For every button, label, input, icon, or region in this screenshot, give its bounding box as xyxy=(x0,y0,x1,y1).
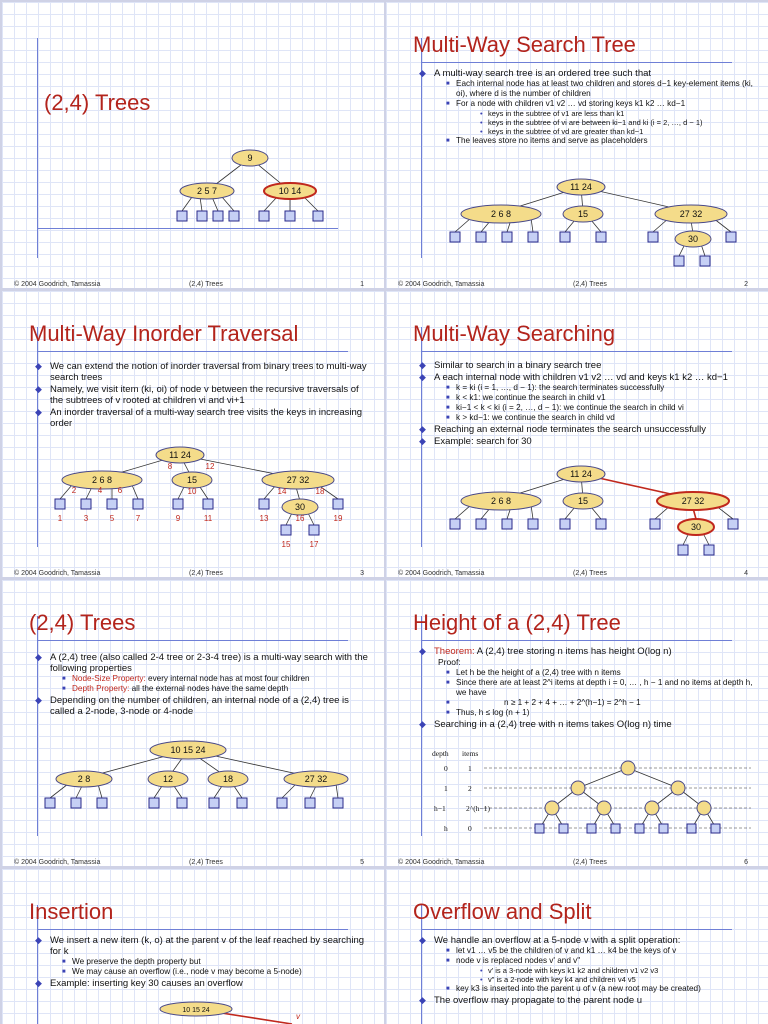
sub-bullet: ■ Node-Size Property: every internal node has at most four children xyxy=(50,674,370,684)
svg-text:10 15 24: 10 15 24 xyxy=(170,745,206,755)
svg-text:27 32: 27 32 xyxy=(286,475,310,485)
svg-text:11 24: 11 24 xyxy=(570,182,592,192)
slide-title: (2,4) Trees xyxy=(44,90,151,115)
sub-bullet: ■ Thus, h ≤ log (n + 1) xyxy=(434,708,754,718)
bullet-item: ◆ Example: inserting key 30 causes an overflow xyxy=(30,978,370,989)
sub-bullet: ■ Each internal node has at least two children and stores d−1 key-element items (ki, oi), where d is the number of children xyxy=(434,79,754,99)
svg-text:11 24: 11 24 xyxy=(169,450,191,460)
decor-line xyxy=(422,640,732,641)
slide-number: 6 xyxy=(744,859,748,866)
tree-edge xyxy=(304,197,318,211)
bullet-list xyxy=(30,652,370,718)
height-diagram xyxy=(426,744,756,836)
slide-2[interactable] xyxy=(386,2,768,288)
decor-line xyxy=(37,38,38,258)
svg-text:27 32: 27 32 xyxy=(681,496,705,506)
slide-title: Height of a (2,4) Tree xyxy=(413,610,621,635)
svg-text:14: 14 xyxy=(277,487,287,496)
tree-diagram xyxy=(441,465,751,565)
sub-sub-bullet: • keys in the subtree of v1 are less than k1 xyxy=(456,109,754,118)
slide-title: Multi-Way Search Tree xyxy=(413,32,636,57)
sub-bullet: ■ We may cause an overflow (i.e., node v may become a 5-node) xyxy=(50,967,370,977)
leaf-node xyxy=(259,211,269,221)
bullet-item: ◆ We insert a new item (k, o) at the parent v of the leaf reached by searching for k ■ We preserve the depth property but ■ We may cause an overflow (i.e., node v may become a 5-node) xyxy=(30,935,370,977)
bullet-list xyxy=(414,360,754,448)
slide-title: (2,4) Trees xyxy=(29,610,136,635)
svg-text:16: 16 xyxy=(295,514,305,523)
tree-diagram xyxy=(152,999,312,1024)
decor-line xyxy=(38,929,348,930)
sub-sub-bullet: • keys in the subtree of vd are greater than kd−1 xyxy=(456,127,754,136)
tree-diagram xyxy=(42,740,362,820)
svg-text:19: 19 xyxy=(333,514,343,523)
leaf-node xyxy=(313,211,323,221)
svg-text:items: items xyxy=(462,749,479,758)
svg-text:10 15 24: 10 15 24 xyxy=(182,1007,210,1014)
tree-diagram xyxy=(42,445,362,555)
bullet-item: ◆ Theorem: A (2,4) tree storing n items has height O(log n) Proof: ■ Let h be the height of a (2,4) tree with n items ■ Since there are at least 2^i items at depth i = 0, … , h − 1 and no items at depth h, we have ■ n ≥ 1 + 2 + 4 + … + 2^(h−1) = 2^h − 1 ■ Thus, h ≤ log (n + 1) xyxy=(414,646,754,718)
leaf-node xyxy=(285,211,295,221)
svg-text:13: 13 xyxy=(259,514,269,523)
decor-line xyxy=(37,616,38,836)
sub-bullet: ■ Depth Property: all the external nodes have the same depth xyxy=(50,684,370,694)
svg-text:v: v xyxy=(296,1012,300,1021)
bullet-item: ◆ Example: search for 30 xyxy=(414,436,754,447)
svg-text:2^(h−1): 2^(h−1) xyxy=(466,804,490,813)
svg-text:depth: depth xyxy=(432,749,449,758)
svg-text:8: 8 xyxy=(167,462,173,471)
bullet-item: ◆ A (2,4) tree (also called 2-4 tree or 2-3-4 tree) is a multi-way search with the following properties ■ Node-Size Property: every internal node has at most four children ■ Depth Property: all the external nodes have the same depth xyxy=(30,652,370,694)
svg-text:1: 1 xyxy=(468,764,472,773)
svg-text:12: 12 xyxy=(162,774,174,784)
sub-bullet: ■ key k3 is inserted into the parent u of v (a new root may be created) xyxy=(434,984,754,994)
bullet-item: ◆ Searching in a (2,4) tree with n items takes O(log n) time xyxy=(414,719,754,730)
decor-line xyxy=(38,640,348,641)
formula: ■ n ≥ 1 + 2 + 4 + … + 2^(h−1) = 2^h − 1 xyxy=(434,698,754,708)
slide-title: Overflow and Split xyxy=(413,899,592,924)
svg-text:2 6 8: 2 6 8 xyxy=(91,475,113,485)
sub-bullet: ■ Let h be the height of a (2,4) tree with n items xyxy=(434,668,754,678)
footer-course: (2,4) Trees xyxy=(573,570,607,577)
sub-bullet: ■ We preserve the depth property but xyxy=(50,957,370,967)
bullet-item: ◆ We can extend the notion of inorder traversal from binary trees to multi-way search trees xyxy=(30,361,370,383)
tree-diagram xyxy=(162,147,342,227)
sub-bullet: ■ k = ki (i = 1, …, d − 1): the search terminates successfully xyxy=(434,383,754,393)
decor-line xyxy=(422,62,732,63)
svg-text:0: 0 xyxy=(444,764,448,773)
bullet-item: ◆ Depending on the number of children, an internal node of a (2,4) tree is called a 2-node, 3-node or 4-node xyxy=(30,695,370,717)
bullet-item: ◆ Similar to search in a binary search tree xyxy=(414,360,754,371)
slide-4[interactable] xyxy=(386,291,768,577)
svg-text:0: 0 xyxy=(468,824,472,833)
svg-text:30: 30 xyxy=(687,234,699,244)
tree-edge xyxy=(264,197,277,211)
svg-text:h: h xyxy=(444,824,448,833)
leaf-node xyxy=(229,211,239,221)
bullet-list xyxy=(414,646,754,731)
svg-text:15: 15 xyxy=(577,496,589,506)
svg-text:15: 15 xyxy=(577,209,589,219)
svg-text:1: 1 xyxy=(57,514,63,523)
decor-line xyxy=(38,228,338,229)
footer-copyright: © 2004 Goodrich, Tamassia xyxy=(398,281,485,288)
svg-text:2 6 8: 2 6 8 xyxy=(490,496,512,506)
bullet-item: ◆ The overflow may propagate to the parent node u xyxy=(414,995,754,1006)
decor-line xyxy=(422,351,732,352)
footer-course: (2,4) Trees xyxy=(189,859,223,866)
footer-copyright: © 2004 Goodrich, Tamassia xyxy=(398,859,485,866)
slide-title: Multi-Way Inorder Traversal xyxy=(29,321,299,346)
svg-text:30: 30 xyxy=(294,502,306,512)
svg-text:1: 1 xyxy=(444,784,448,793)
footer-copyright: © 2004 Goodrich, Tamassia xyxy=(398,570,485,577)
slide-title: Multi-Way Searching xyxy=(413,321,616,346)
bullet-item: ◆ We handle an overflow at a 5-node v with a split operation: ■ let v1 … v5 be the children of v and k1 … k4 be the keys of v ■ node v is replaced nodes v' and v" • v' is a 3-node with keys k1 k2 and children v1 v2 v3 • v" is a 2-node with key k4 and children v4 v5 ■ key k3 is inserted into the parent u of v (a new root may be created) xyxy=(414,935,754,994)
footer-copyright: © 2004 Goodrich, Tamassia xyxy=(14,570,101,577)
bullet-item: ◆ Reaching an external node terminates the search unsuccessfully xyxy=(414,424,754,435)
sub-bullet: ■ Since there are at least 2^i items at depth i = 0, … , h − 1 and no items at depth h, we have xyxy=(434,678,754,698)
slide-number: 3 xyxy=(360,570,364,577)
svg-text:2: 2 xyxy=(468,784,472,793)
slide-3[interactable] xyxy=(2,291,384,577)
footer-course: (2,4) Trees xyxy=(573,281,607,288)
bullet-list xyxy=(414,935,754,1007)
svg-text:6: 6 xyxy=(117,486,123,495)
bullet-list xyxy=(30,361,370,430)
leaf-node xyxy=(177,211,187,221)
sub-bullet: ■ ki−1 < k < ki (i = 2, …, d − 1): we continue the search in child vi xyxy=(434,403,754,413)
svg-text:2 8: 2 8 xyxy=(77,774,91,784)
sub-sub-bullet: • keys in the subtree of vi are between ki−1 and ki (i = 2, …, d − 1) xyxy=(456,118,754,127)
leaf-node xyxy=(213,211,223,221)
svg-text:17: 17 xyxy=(309,540,319,549)
slide-8[interactable] xyxy=(386,869,768,1024)
leaf-node xyxy=(197,211,207,221)
bullet-item: ◆ Namely, we visit item (ki, oi) of node v between the recursive traversals of the subtrees of v rooted at children vi and vi+1 xyxy=(30,384,370,406)
bullet-item: ◆ A each internal node with children v1 v2 … vd and keys k1 k2 … kd−1 ■ k = ki (i = 1, …, d − 1): the search terminates successfully ■ k < k1: we continue the search in child v1 ■ ki−1 < k < ki (i = 2, …, d − 1): we continue the search in child vi ■ k > kd−1: we continue the search in child vd xyxy=(414,372,754,423)
sub-bullet: ■ For a node with children v1 v2 … vd storing keys k1 k2 … kd−1 • keys in the subtree of v1 are less than k1 • keys in the subtree of vi are between ki−1 and ki (i = 2, …, d − 1) • keys in the subtree of vd are greater than kd−1 xyxy=(434,99,754,136)
slide-1[interactable] xyxy=(2,2,384,288)
bullet-list xyxy=(30,935,370,990)
slide-5[interactable] xyxy=(2,580,384,866)
decor-line xyxy=(37,327,38,547)
svg-text:5: 5 xyxy=(109,514,115,523)
decor-line xyxy=(38,351,348,352)
footer-course: (2,4) Trees xyxy=(189,570,223,577)
decor-line xyxy=(422,929,732,930)
tree-edge xyxy=(222,197,234,211)
sub-bullet: ■ The leaves store no items and serve as placeholders xyxy=(434,136,754,146)
svg-text:11 24: 11 24 xyxy=(570,469,592,479)
svg-text:18: 18 xyxy=(222,774,234,784)
slide-number: 2 xyxy=(744,281,748,288)
node-label: 10 14 xyxy=(278,186,302,196)
bullet-list xyxy=(414,68,754,147)
svg-text:30: 30 xyxy=(690,522,702,532)
footer-copyright: © 2004 Goodrich, Tamassia xyxy=(14,859,101,866)
node-label: 2 5 7 xyxy=(196,186,218,196)
slide-number: 5 xyxy=(360,859,364,866)
footer-course: (2,4) Trees xyxy=(573,859,607,866)
svg-text:3: 3 xyxy=(83,514,89,523)
svg-text:2 6 8: 2 6 8 xyxy=(490,209,512,219)
svg-text:18: 18 xyxy=(315,487,325,496)
svg-text:27 32: 27 32 xyxy=(679,209,703,219)
sub-bullet: ■ node v is replaced nodes v' and v" • v' is a 3-node with keys k1 k2 and children v1 v2 v3 • v" is a 2-node with key k4 and children v4 v5 xyxy=(434,956,754,984)
svg-text:11: 11 xyxy=(203,514,213,523)
svg-text:9: 9 xyxy=(175,514,181,523)
svg-text:10: 10 xyxy=(187,487,197,496)
svg-text:15: 15 xyxy=(281,540,291,549)
slide-number: 1 xyxy=(360,281,364,288)
footer-course: (2,4) Trees xyxy=(189,281,223,288)
svg-text:27 32: 27 32 xyxy=(304,774,328,784)
svg-text:h−1: h−1 xyxy=(434,804,446,813)
footer-copyright: © 2004 Goodrich, Tamassia xyxy=(14,281,101,288)
slide-7[interactable] xyxy=(2,869,384,1024)
sub-sub-bullet: • v" is a 2-node with key k4 and children v4 v5 xyxy=(456,975,754,984)
sub-bullet: ■ k < k1: we continue the search in child v1 xyxy=(434,393,754,403)
svg-text:15: 15 xyxy=(186,475,198,485)
svg-text:7: 7 xyxy=(135,514,141,523)
sub-bullet: ■ k > kd−1: we continue the search in child vd xyxy=(434,413,754,423)
sub-bullet: ■ let v1 … v5 be the children of v and k1 … k4 be the keys of v xyxy=(434,946,754,956)
bullet-item: ◆ An inorder traversal of a multi-way search tree visits the keys in increasing order xyxy=(30,407,370,429)
svg-text:12: 12 xyxy=(205,462,215,471)
tree-diagram xyxy=(441,178,751,274)
sub-sub-bullet: • v' is a 3-node with keys k1 k2 and children v1 v2 v3 xyxy=(456,966,754,975)
slide-6[interactable] xyxy=(386,580,768,866)
node-label: 9 xyxy=(247,153,253,163)
slide-title: Insertion xyxy=(29,899,114,924)
slide-number: 4 xyxy=(744,570,748,577)
svg-text:4: 4 xyxy=(97,486,103,495)
tree-edge xyxy=(182,197,192,211)
bullet-item: ◆ A multi-way search tree is an ordered tree such that ■ Each internal node has at least two children and stores d−1 key-element items (ki, oi), where d is the number of children ■ For a node with children v1 v2 … vd storing keys k1 k2 … kd−1 • keys in the subtree of v1 are less than k1 • keys in the subtree of vi are between ki−1 and ki (i = 2, …, d − 1) • keys in the subtree of vd are greater than kd−1 ■ The leaves store no items and serve as placeholders xyxy=(414,68,754,146)
proof-label: Proof: xyxy=(438,657,461,667)
svg-text:2: 2 xyxy=(71,486,77,495)
